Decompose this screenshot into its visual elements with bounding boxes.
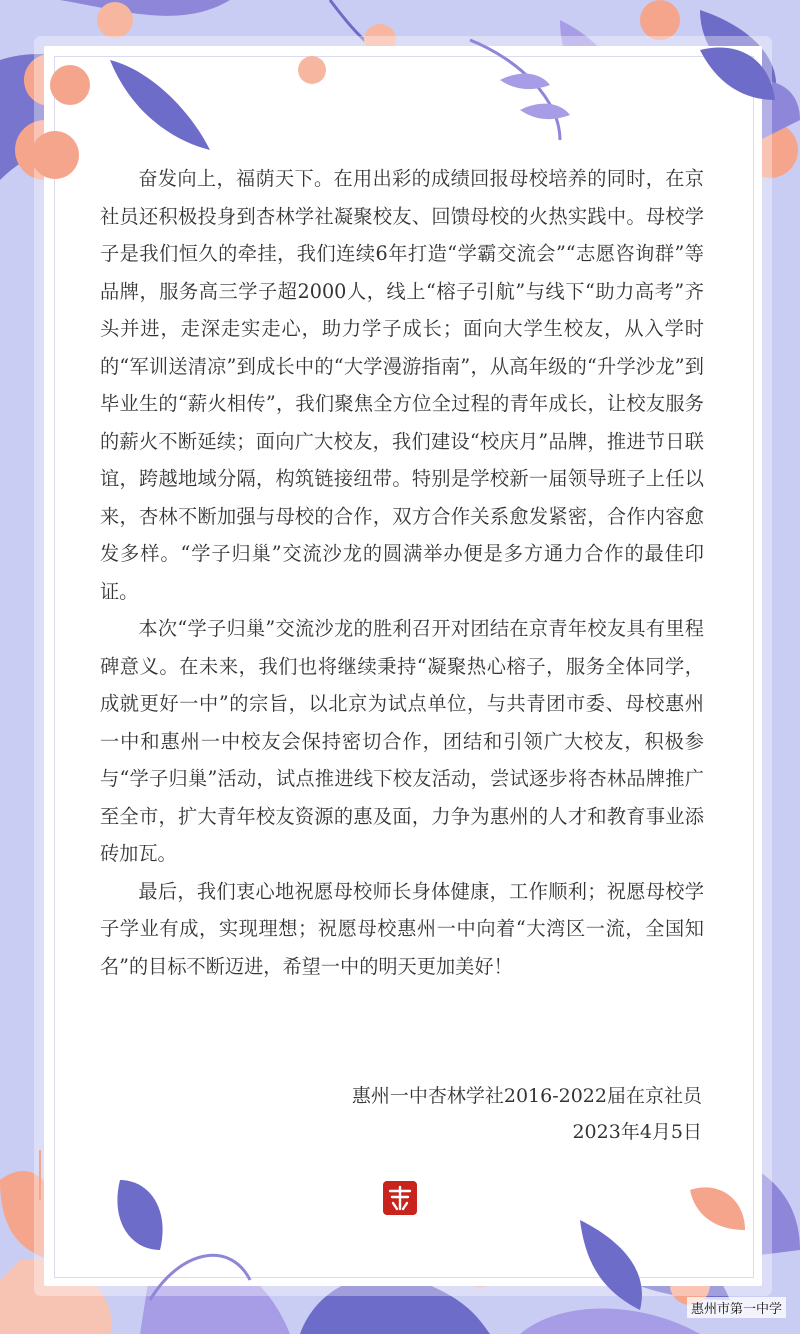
letter-body xyxy=(100,160,704,985)
source-watermark: 惠州市第一中学 xyxy=(687,1297,786,1318)
xinglin-seal-icon xyxy=(383,1181,417,1215)
signature-date: 2023年4月5日 xyxy=(572,1121,702,1143)
paragraph-2: 本次“学子归巢”交流沙龙的胜利召开对团结在京青年校友具有里程碑意义。在未来，我们也将继续秉持“凝聚热心榕子，服务全体同学，成就更好一中”的宗旨，以北京为试点单位，与共青团市委、母校惠州一中和惠州一中校友会保持密切合作，团结和引领广大校友，积极参与“学子归巢”活动，试点推进线下校友活动，尝试逐步将杏林品牌推广至全市，扩大青年校友资源的惠及面，力争为惠州的人才和教育事业添砖加瓦。 xyxy=(100,617,704,865)
paragraph-1: 奋发向上，福荫天下。在用出彩的成绩回报母校培养的同时，在京社员还积极投身到杏林学社凝聚校友、回馈母校的火热实践中。母校学子是我们恒久的牵挂，我们连续6年打造“学霸交流会”“志愿咨询群”等品牌，服务高三学子超2000人，线上“榕子引航”与线下“助力高考”齐头并进，走深走实走心，助力学子成长；面向大学生校友，从入学时的“军训送清凉”到成长中的“大学漫游指南”，从高年级的“升学沙龙”到毕业生的“薪火相传”，我们聚焦全方位全过程的青年成长，让校友服务的薪火不断延续；面向广大校友，我们建设“校庆月”品牌，推进节日联谊，跨越地域分隔，构筑链接纽带。特别是学校新一届领导班子上任以来，杏林不断加强与母校的合作，双方合作关系愈发紧密，合作内容愈发多样。“学子归巢”交流沙龙的圆满举办便是多方通力合作的最佳印证。 xyxy=(100,167,704,603)
paragraph-3: 最后，我们衷心地祝愿母校师长身体健康，工作顺利；祝愿母校学子学业有成，实现理想；祝愿母校惠州一中向着“大湾区一流，全国知名”的目标不断迈进，希望一中的明天更加美好！ xyxy=(100,879,704,978)
signature: 惠州一中杏林学社2016-2022届在京社员 xyxy=(351,1085,702,1107)
signature-block xyxy=(352,1078,702,1150)
